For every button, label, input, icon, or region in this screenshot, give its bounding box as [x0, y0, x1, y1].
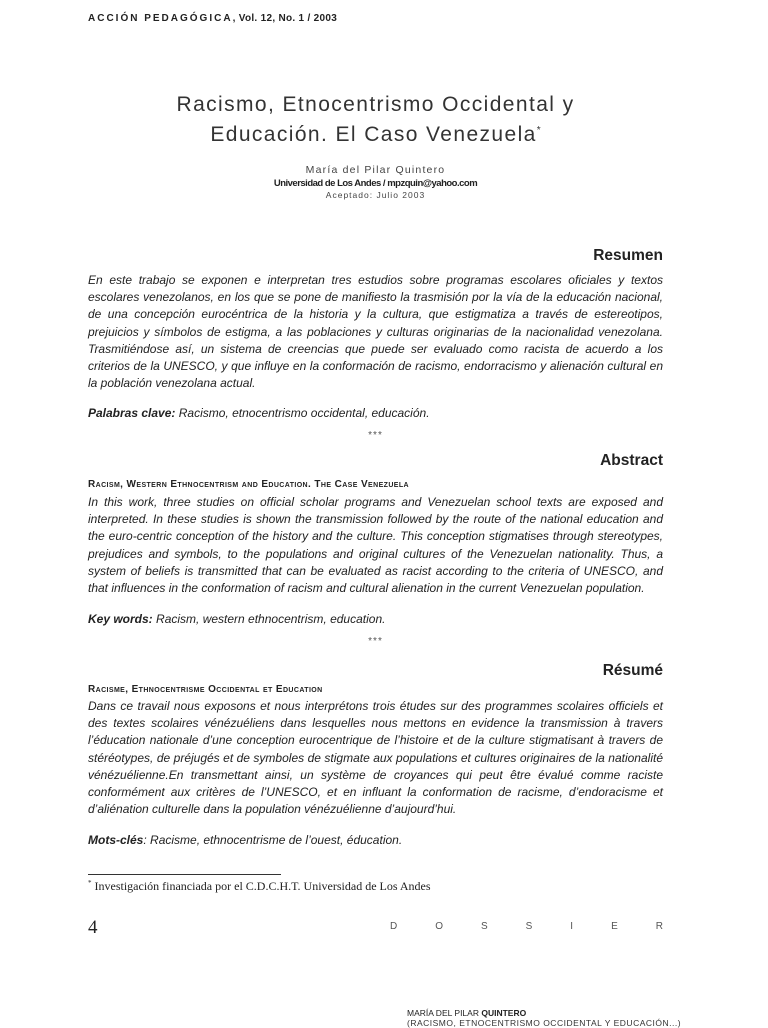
- section-letter: S: [525, 921, 533, 932]
- page-number: 4: [88, 917, 98, 938]
- next-page-author: [407, 1008, 526, 1018]
- accepted-date: Aceptado: Julio 2003: [325, 190, 426, 200]
- resumen-keywords-label: Palabras clave:: [88, 406, 176, 420]
- journal-name: ACCIÓN PEDAGÓGICA: [88, 13, 233, 24]
- abstract-text: In this work, three studies on official scholar programs and Venezuelan school texts are exposed and interpreted. In these studies is shown the transmission followed by the route of the national education and the euro-centric conception of the history and the culture. This conception stigmatises through stereotypes, prejudices and symbols, to the populations and original cultures of the Venezuelan nationality. Thus, a system of beliefs is transmitted that can be evaluated as racist according to the criteria of UNESCO, and that influences in the conformation of racism and cultural alienation in the current Venezuelan population.: [88, 495, 663, 596]
- resumen-heading: Resumen: [593, 247, 663, 264]
- title-line-2: Educación. El Caso Venezuela: [210, 123, 537, 146]
- resume-keywords: [88, 833, 663, 847]
- section-letter: S: [480, 921, 488, 932]
- abstract-heading: Abstract: [600, 452, 663, 469]
- section-letter: D: [390, 921, 398, 932]
- abstract-subtitle: Racism, Western Ethnocentrism and Education. The Case Venezuela: [88, 479, 409, 490]
- author-affiliation: Universidad de Los Andes / mpzquin@yahoo.com: [273, 178, 478, 189]
- resume-subtitle: Racisme, Ethnocentrisme Occidental et Education: [88, 684, 323, 695]
- author-name: María del Pilar Quintero: [305, 164, 446, 176]
- section-name: [390, 921, 663, 932]
- abstract-keywords-label: Key words:: [88, 612, 153, 626]
- footnote-rule: [88, 874, 281, 875]
- section-separator: ***: [368, 430, 383, 441]
- abstract-keywords: [88, 612, 663, 626]
- resumen-keywords-list: Racismo, etnocentrismo occidental, educación.: [175, 406, 430, 420]
- title-footnote-mark: *: [536, 125, 541, 136]
- section-letter: I: [570, 921, 574, 932]
- next-page-author-name: MARÍA DEL PILAR: [407, 1008, 482, 1018]
- resume-heading: Résumé: [602, 662, 663, 679]
- resume-keywords-label: Mots-clés: [88, 833, 144, 847]
- section-letter: E: [611, 921, 618, 932]
- next-page-author-surname: QUINTERO: [481, 1008, 527, 1018]
- resume-keywords-list: : Racisme, ethnocentrisme de l’ouest, éducation.: [143, 833, 403, 847]
- resumen-keywords: [88, 406, 663, 420]
- footnote-text: Investigación financiada por el C.D.C.H.T. Universidad de Los Andes: [91, 879, 431, 893]
- section-letter: O: [435, 921, 443, 932]
- abstract-keywords-list: Racism, western ethnocentrism, education.: [152, 612, 386, 626]
- next-page-title: (RACISMO, ETNOCENTRISMO OCCIDENTAL Y EDUCACIÓN...): [407, 1018, 682, 1028]
- title-line-1: Racismo, Etnocentrismo Occidental y: [176, 93, 575, 116]
- section-separator: ***: [368, 636, 383, 647]
- footnote-mark: *: [88, 879, 92, 887]
- article-title: [88, 92, 663, 148]
- section-letter: R: [655, 921, 663, 932]
- resume-text: Dans ce travail nous exposons et nous interprétons trois études sur des programmes scolaires officiels et des textes scolaires vénézuéliens dans lesquelles nous mettons en evidence la transmission à travers l’éducation nationale d’une conception eurocentrique de l’histoire et de la culture stigmatisant à travers de stéréotypes, de préjugés et de symboles de stigmate aux populations et cultures originaires de la nationalité vénézuélienne.En transmettant ainsi, un système de croyances qui peut être évalué comme raciste conformément aux critères de l’UNESCO, et en influant la conformation de racisme, d’endoracisme et d’aliénation culturelle dans la population vénézuélienne d’aujourd’hui.: [88, 699, 663, 817]
- running-head: [88, 13, 337, 24]
- journal-details: , Vol. 12, No. 1 / 2003: [232, 13, 338, 24]
- footnote: [88, 879, 431, 894]
- resumen-text: En este trabajo se exponen e interpretan tres estudios sobre programas escolares oficiales y textos escolares venezolanos, en los que se pone de manifiesto la trasmisión por la vía de la educación nacional, de una concepción eurocéntrica de la historia y la cultura, que estigmatiza a través de estereotipos, prejuicios y símbolos de estigma, a las poblaciones y culturas originarias de la nacionalidad venezolana. Trasmitiéndose así, un sistema de creencias que puede ser evaluado como racista de acuerdo a los criterios de la UNESCO, y que influye en la conformación de racismo, endorracismo y alienación cultural en la población venezolana actual.: [88, 273, 663, 391]
